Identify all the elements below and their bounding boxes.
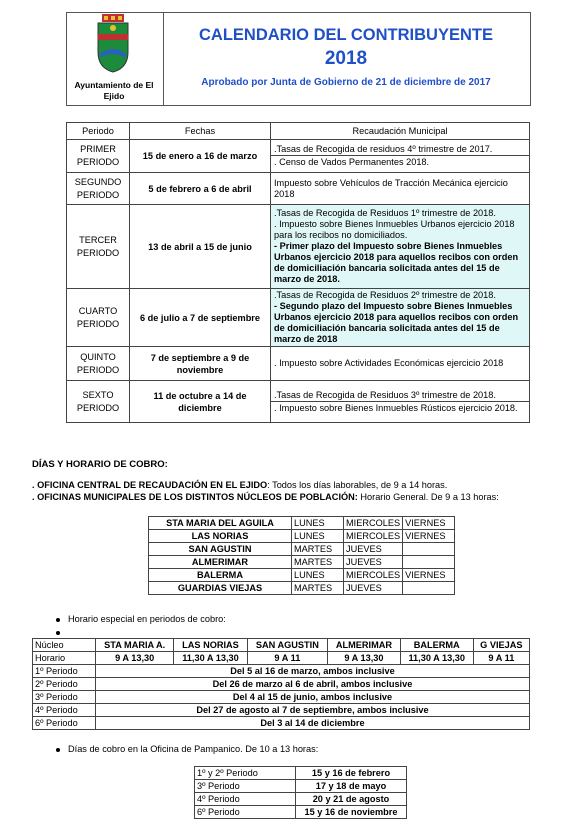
especial-horario: 11,30 A 13,30 [174, 652, 247, 665]
ayuntamiento-label: Ayuntamiento de El Ejido [74, 80, 154, 101]
calendar-row [67, 289, 530, 347]
periodo-dates: Del 5 al 16 de marzo, ambos inclusive [96, 665, 530, 678]
page-subtitle: Aprobado por Junta de Gobierno de 21 de diciembre de 2017 [201, 77, 491, 88]
nucleo-day: JUEVES [344, 556, 403, 569]
nucleo-name: GUARDIAS VIEJAS [149, 582, 292, 595]
especial-periodo-row [33, 678, 530, 691]
fechas-cell: 11 de octubre a 14 de diciembre [130, 381, 271, 423]
bullet-icon [56, 618, 60, 622]
calendar-row [67, 205, 530, 289]
nucleo-name: STA MARIA DEL AGUILA [149, 517, 292, 530]
periodo-label: 1º Periodo [33, 665, 96, 678]
calendar-row [67, 381, 530, 423]
nucleo-header-label: Núcleo [33, 639, 96, 652]
fechas-cell: 7 de septiembre a 9 de noviembre [130, 347, 271, 381]
horario-label: Horario [33, 652, 96, 665]
nucleo-day: JUEVES [344, 582, 403, 595]
pampanico-dates: 17 y 18 de mayo [296, 780, 407, 793]
recaudacion-item [274, 290, 526, 345]
recaudacion-text: .Tasas de Recogida de Residuos 3º trimestre de 2018. [274, 389, 496, 400]
fechas-cell: 13 de abril a 15 de junio [130, 205, 271, 289]
especial-periodo-row [33, 704, 530, 717]
pampanico-row [195, 780, 407, 793]
pampanico-dates: 15 y 16 de febrero [296, 767, 407, 780]
periodo-cell: TERCER PERIODO [67, 205, 130, 289]
especial-nucleo: SAN AGUSTIN [247, 639, 328, 652]
nucleo-day: MIERCOLES [344, 530, 403, 543]
nucleo-day: MARTES [292, 543, 344, 556]
municipal-crest-logo [88, 14, 138, 74]
calendar-row [67, 347, 530, 381]
recaudacion-text: Impuesto sobre Vehículos de Tracción Mecánica ejercicio 2018 [274, 177, 508, 199]
nucleo-day: LUNES [292, 517, 344, 530]
nucleo-row [149, 582, 455, 595]
nucleo-row [149, 530, 455, 543]
bullet-icon [56, 631, 60, 635]
recaudacion-text: . Impuesto sobre Bienes Inmuebles Rústicos ejercicio 2018. [274, 402, 518, 413]
pampanico-table [194, 766, 407, 819]
recaudacion-text: - Segundo plazo del Impuesto sobre Bienes Inmuebles Urbanos ejercicio 2018 para aquellos recibos con orden de domiciliación bancaria solicitada antes del 15 de marzo de 2018 [274, 301, 519, 344]
periodo-label: 4º Periodo [33, 704, 96, 717]
recaudacion-item [274, 144, 526, 155]
pampanico-line [56, 744, 318, 754]
empty-bullet-line [56, 627, 68, 637]
recaudacion-item [274, 358, 526, 369]
nucleo-day: MARTES [292, 556, 344, 569]
nucleo-row [149, 556, 455, 569]
recaudacion-item [271, 155, 529, 168]
fechas-cell: 5 de febrero a 6 de abril [130, 173, 271, 205]
nucleo-day [403, 582, 455, 595]
nucleo-row [149, 517, 455, 530]
calendar-row [67, 173, 530, 205]
especial-horario: 9 A 11 [247, 652, 328, 665]
periodo-label: 3º Periodo [33, 691, 96, 704]
pampanico-periodo: 4º Periodo [195, 793, 296, 806]
pampanico-periodo: 6º Periodo [195, 806, 296, 819]
periodo-dates: Del 27 de agosto al 7 de septiembre, ambos inclusive [96, 704, 530, 717]
pampanico-label: Días de cobro en la Oficina de Pampanico. De 10 a 13 horas: [68, 744, 319, 754]
oficina-central-line [32, 480, 447, 490]
recaudacion-cell [271, 140, 530, 173]
nucleo-day: LUNES [292, 569, 344, 582]
nucleo-day [403, 543, 455, 556]
bullet-icon [56, 748, 60, 752]
nucleo-name: LAS NORIAS [149, 530, 292, 543]
recaudacion-cell [271, 205, 530, 289]
recaudacion-text: . Censo de Vados Permanentes 2018. [274, 157, 430, 167]
nucleo-day: LUNES [292, 530, 344, 543]
calendar-body [67, 140, 530, 423]
especial-horario-row [33, 652, 530, 665]
recaudacion-item [274, 390, 526, 401]
col-header-fechas: Fechas [130, 123, 271, 140]
periodo-label: 6º Periodo [33, 717, 96, 730]
nucleo-name: SAN AGUSTIN [149, 543, 292, 556]
periodo-cell: SEXTO PERIODO [67, 381, 130, 423]
oficina-central-label: . OFICINA CENTRAL DE RECAUDACIÓN EN EL EJIDO [32, 480, 268, 490]
periodo-cell: CUARTO PERIODO [67, 289, 130, 347]
fechas-cell: 15 de enero a 16 de marzo [130, 140, 271, 173]
especial-periodo-row [33, 665, 530, 678]
periodo-cell: SEGUNDO PERIODO [67, 173, 130, 205]
pampanico-row [195, 806, 407, 819]
recaudacion-text: . Impuesto sobre Bienes Inmuebles Urbanos ejercicio 2018 para los recibos no domiciliados. [274, 219, 515, 240]
recaudacion-item [274, 208, 526, 285]
periodo-label: 2º Periodo [33, 678, 96, 691]
nucleo-day: VIERNES [403, 530, 455, 543]
recaudacion-text: .Tasas de Recogida de Residuos 1º trimestre de 2018. [274, 208, 496, 218]
periodo-dates: Del 3 al 14 de diciembre [96, 717, 530, 730]
nucleo-day: MIERCOLES [344, 517, 403, 530]
page-year: 2018 [324, 48, 368, 69]
nucleo-day: JUEVES [344, 543, 403, 556]
nucleo-day: MIERCOLES [344, 569, 403, 582]
oficinas-municipales-text: Horario General. De 9 a 13 horas: [357, 492, 499, 502]
recaudacion-text: - Primer plazo del Impuesto sobre Bienes Inmuebles Urbanos ejercicio 2018 para aquellos recibos con orden de domiciliación bancaria solicitada antes del 15 de marzo de 2018. [274, 241, 519, 284]
periodo-cell: PRIMER PERIODO [67, 140, 130, 173]
pampanico-periodo: 3º Periodo [195, 780, 296, 793]
especial-header-row [33, 639, 530, 652]
nucleo-row [149, 543, 455, 556]
page-title: CALENDARIO DEL CONTRIBUYENTE [199, 26, 493, 44]
pampanico-dates: 15 y 16 de noviembre [296, 806, 407, 819]
especial-horario: 9 A 13,30 [96, 652, 174, 665]
nucleos-schedule-table [148, 516, 455, 595]
periodo-dates: Del 4 al 15 de junio, ambos inclusive [96, 691, 530, 704]
periodo-cell: QUINTO PERIODO [67, 347, 130, 381]
especial-nucleo: ALMERIMAR [328, 639, 401, 652]
especial-horario: 9 A 13,30 [328, 652, 401, 665]
especial-nucleo: LAS NORIAS [174, 639, 247, 652]
pampanico-row [195, 793, 407, 806]
fechas-cell: 6 de julio a 7 de septiembre [130, 289, 271, 347]
especial-horario: 11,30 A 13,30 [400, 652, 473, 665]
oficina-central-text: : Todos los días laborables, de 9 a 14 horas. [267, 480, 448, 490]
calendar-table [66, 122, 530, 423]
especial-nucleo: G VIEJAS [473, 639, 529, 652]
col-header-recaudacion: Recaudación Municipal [271, 123, 530, 140]
oficinas-municipales-line [32, 492, 499, 502]
nucleo-day: VIERNES [403, 517, 455, 530]
calendar-header-row [67, 123, 530, 140]
col-header-periodo: Periodo [67, 123, 130, 140]
periodo-dates: Del 26 de marzo al 6 de abril, ambos inclusive [96, 678, 530, 691]
especial-horario: 9 A 11 [473, 652, 529, 665]
nucleo-day [403, 556, 455, 569]
recaudacion-item [274, 178, 526, 200]
recaudacion-text: . Impuesto sobre Actividades Económicas ejercicio 2018 [274, 358, 504, 368]
oficinas-municipales-label: . OFICINAS MUNICIPALES DE LOS DISTINTOS NÚCLEOS DE POBLACIÓN: [32, 492, 358, 502]
pampanico-row [195, 767, 407, 780]
recaudacion-cell [271, 289, 530, 347]
calendar-row [67, 140, 530, 173]
nucleo-name: BALERMA [149, 569, 292, 582]
nucleo-row [149, 569, 455, 582]
recaudacion-cell [271, 381, 530, 423]
horario-especial-table [32, 638, 530, 730]
cobro-title: DÍAS Y HORARIO DE COBRO: [32, 459, 168, 470]
especial-nucleo: BALERMA [400, 639, 473, 652]
especial-nucleo: STA MARIA A. [96, 639, 174, 652]
recaudacion-text: .Tasas de Recogida de residuos 4º trimestre de 2017. [274, 144, 493, 154]
horario-especial-label: Horario especial en periodos de cobro: [68, 614, 226, 624]
nucleo-day: VIERNES [403, 569, 455, 582]
recaudacion-text: .Tasas de Recogida de Residuos 2º trimestre de 2018. [274, 290, 496, 300]
nucleo-day: MARTES [292, 582, 344, 595]
recaudacion-item [271, 401, 529, 414]
pampanico-periodo: 1º y 2º Periodo [195, 767, 296, 780]
pampanico-dates: 20 y 21 de agosto [296, 793, 407, 806]
especial-periodo-row [33, 691, 530, 704]
recaudacion-cell [271, 173, 530, 205]
nucleo-name: ALMERIMAR [149, 556, 292, 569]
especial-periodo-row [33, 717, 530, 730]
recaudacion-cell [271, 347, 530, 381]
horario-especial-line [56, 614, 226, 624]
